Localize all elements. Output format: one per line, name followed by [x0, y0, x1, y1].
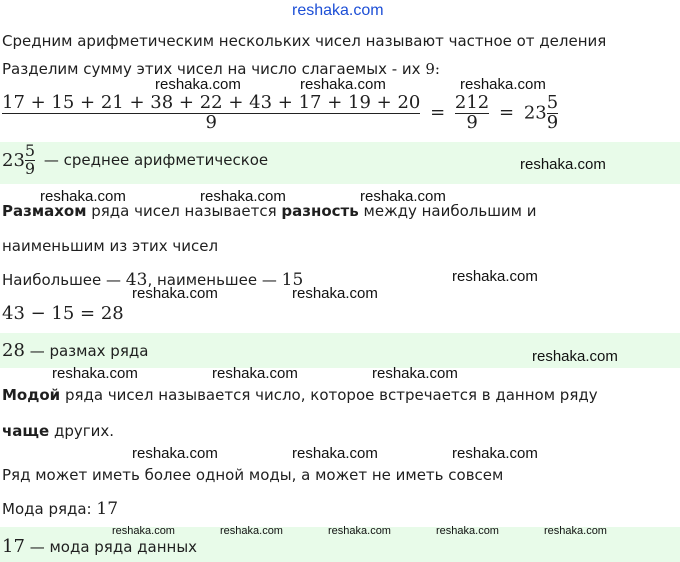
watermark: reshaka.com	[132, 445, 218, 462]
sum-denominator: 9	[205, 111, 217, 133]
watermark: reshaka.com	[292, 285, 378, 302]
range-result-value: 28	[2, 340, 25, 361]
watermark: reshaka.com	[544, 525, 607, 537]
mixed-whole: 23	[523, 102, 547, 124]
mean-whole: 23	[2, 149, 25, 171]
watermark: reshaka.com	[460, 76, 546, 93]
range-values	[2, 270, 303, 290]
watermark: reshaka.com	[200, 188, 286, 205]
mode-result-value: 17	[2, 536, 25, 557]
mode-result	[2, 536, 197, 557]
watermark: reshaka.com	[40, 188, 126, 205]
range-text: между наибольшим и	[358, 202, 537, 220]
more-often-term: чаще	[2, 422, 50, 440]
range-definition-line2: наименьшим из этих чисел	[2, 237, 219, 255]
mode-definition-line2	[2, 422, 114, 440]
total-denominator: 9	[466, 111, 478, 133]
mixed-denominator: 9	[546, 111, 559, 133]
mode-result-label: — мода ряда данных	[29, 538, 198, 556]
min-value: 15	[281, 270, 304, 290]
watermark: reshaka.com	[436, 525, 499, 537]
equals-sign: =	[499, 102, 515, 124]
mode-value-label: Мода ряда:	[2, 500, 97, 518]
mean-definition: Средним арифметическим нескольких чисел называют частное от деления	[2, 32, 607, 50]
mean-result	[2, 143, 268, 183]
mode-text: других.	[49, 422, 114, 440]
range-text: ряда чисел называется	[86, 202, 282, 220]
watermark: reshaka.com	[132, 285, 218, 302]
watermark: reshaka.com	[328, 525, 391, 537]
mean-formula	[2, 94, 558, 133]
divide-sentence	[2, 60, 440, 78]
mode-note: Ряд может иметь более одной моды, а может не иметь совсем	[2, 466, 504, 484]
watermark: reshaka.com	[520, 156, 606, 173]
total-numerator: 212	[454, 92, 490, 113]
watermark-top: reshaka.com	[292, 2, 384, 19]
watermark: reshaka.com	[372, 365, 458, 382]
equals-sign: =	[430, 102, 446, 124]
mean-result-fraction	[25, 143, 35, 178]
mean-result-denominator: 9	[24, 158, 36, 178]
range-result	[2, 340, 148, 361]
range-result-label: — размах ряда	[29, 342, 149, 360]
watermark: reshaka.com	[300, 76, 386, 93]
watermark: reshaka.com	[112, 525, 175, 537]
max-label: Наибольшее —	[2, 271, 126, 289]
divide-count: 9:	[425, 60, 440, 78]
watermark: reshaka.com	[360, 188, 446, 205]
mode-term: Модой	[2, 386, 61, 404]
watermark: reshaka.com	[220, 525, 283, 537]
mode-value: 17	[96, 499, 119, 519]
watermark: reshaka.com	[292, 445, 378, 462]
mode-definition	[2, 386, 598, 404]
watermark: reshaka.com	[532, 348, 618, 365]
sum-fraction	[2, 94, 420, 133]
total-fraction	[455, 94, 489, 133]
sum-numerator: 17 + 15 + 21 + 38 + 22 + 43 + 17 + 19 + 20	[2, 92, 421, 113]
mixed-fraction	[547, 94, 558, 133]
watermark: reshaka.com	[212, 365, 298, 382]
watermark: reshaka.com	[452, 268, 538, 285]
mean-result-label: — среднее арифметическое	[43, 151, 269, 170]
range-term: Размахом	[2, 202, 87, 220]
watermark: reshaka.com	[52, 365, 138, 382]
watermark: reshaka.com	[452, 445, 538, 462]
mode-text: ряда чисел называется число, которое встречается в данном ряду	[60, 386, 598, 404]
watermark: reshaka.com	[155, 76, 241, 93]
range-definition	[2, 202, 537, 220]
mean-result-numerator: 5	[24, 143, 36, 160]
divide-text: Разделим сумму этих чисел на число слагаемых - их	[2, 60, 426, 78]
min-label: , наименьшее —	[147, 271, 282, 289]
difference-term: разность	[281, 202, 359, 220]
mixed-numerator: 5	[546, 92, 559, 113]
mode-value-line	[2, 499, 118, 519]
max-value: 43	[125, 270, 148, 290]
range-equation: 43 − 15 = 28	[2, 303, 124, 324]
